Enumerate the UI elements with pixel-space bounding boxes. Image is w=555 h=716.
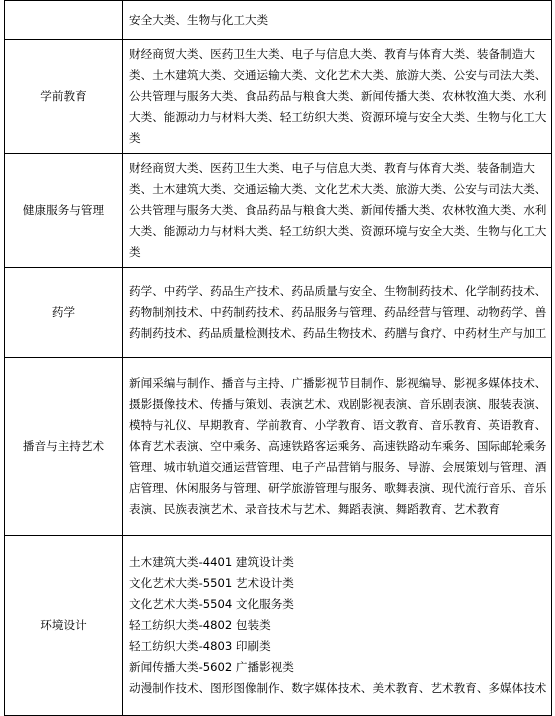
major-cell: 药学 bbox=[5, 268, 123, 358]
major-cell: 健康服务与管理 bbox=[5, 154, 123, 268]
table-row bbox=[5, 1, 552, 40]
category-cell: 财经商贸大类、医药卫生大类、电子与信息大类、教育与体育大类、装备制造大类、土木建筑大类、交通运输大类、文化艺术大类、旅游大类、公安与司法大类、公共管理与服务大类、食品药品与粮食大类、新闻传播大类、农林牧渔大类、水利大类、能源动力与材料大类、轻工纺织大类、资源环境与安全大类、生物与化工大类 bbox=[123, 40, 552, 154]
category-cell bbox=[123, 536, 552, 716]
category-line: 土木建筑大类-4401 建筑设计类 bbox=[129, 555, 294, 569]
category-line: 文化艺术大类-5504 文化服务类 bbox=[129, 597, 294, 611]
table-row bbox=[5, 358, 552, 536]
category-cell: 药学、中药学、药品生产技术、药品质量与安全、生物制药技术、化学制药技术、药物制剂技术、中药制药技术、药品服务与管理、药品经营与管理、动物药学、兽药制药技术、药品质量检测技术、药品生物技术、药膳与食疗、中药材生产与加工 bbox=[123, 268, 552, 358]
category-cell: 安全大类、生物与化工大类 bbox=[123, 1, 552, 40]
table-row bbox=[5, 154, 552, 268]
major-cell: 学前教育 bbox=[5, 40, 123, 154]
table-row bbox=[5, 40, 552, 154]
major-cell bbox=[5, 1, 123, 40]
category-line: 动漫制作技术、图形图像制作、数字媒体技术、美术教育、艺术教育、多媒体技术 bbox=[129, 681, 547, 695]
major-cell: 环境设计 bbox=[5, 536, 123, 716]
category-cell: 财经商贸大类、医药卫生大类、电子与信息大类、教育与体育大类、装备制造大类、土木建筑大类、交通运输大类、文化艺术大类、旅游大类、公安与司法大类、公共管理与服务大类、食品药品与粮食大类、新闻传播大类、农林牧渔大类、水利大类、能源动力与材料大类、轻工纺织大类、资源环境与安全大类、生物与化工大类 bbox=[123, 154, 552, 268]
category-line: 新闻传播大类-5602 广播影视类 bbox=[129, 660, 294, 674]
major-cell: 播音与主持艺术 bbox=[5, 358, 123, 536]
table-row bbox=[5, 536, 552, 716]
category-line: 文化艺术大类-5501 艺术设计类 bbox=[129, 576, 294, 590]
category-cell: 新闻采编与制作、播音与主持、广播影视节目制作、影视编导、影视多媒体技术、摄影摄像技术、传播与策划、表演艺术、戏剧影视表演、音乐剧表演、服装表演、模特与礼仪、早期教育、学前教育、小学教育、语文教育、音乐教育、英语教育、体育艺术表演、空中乘务、高速铁路客运乘务、高速铁路动车乘务、国际邮轮乘务管理、城市轨道交通运营管理、电子产品营销与服务、导游、会展策划与管理、酒店管理、休闲服务与管理、研学旅游管理与服务、歌舞表演、现代流行音乐、音乐表演、民族表演艺术、录音技术与艺术、舞蹈表演、舞蹈教育、艺术教育 bbox=[123, 358, 552, 536]
category-line: 轻工纺织大类-4802 包装类 bbox=[129, 618, 271, 632]
category-line: 轻工纺织大类-4803 印刷类 bbox=[129, 639, 271, 653]
major-table bbox=[4, 0, 552, 716]
table-row bbox=[5, 268, 552, 358]
